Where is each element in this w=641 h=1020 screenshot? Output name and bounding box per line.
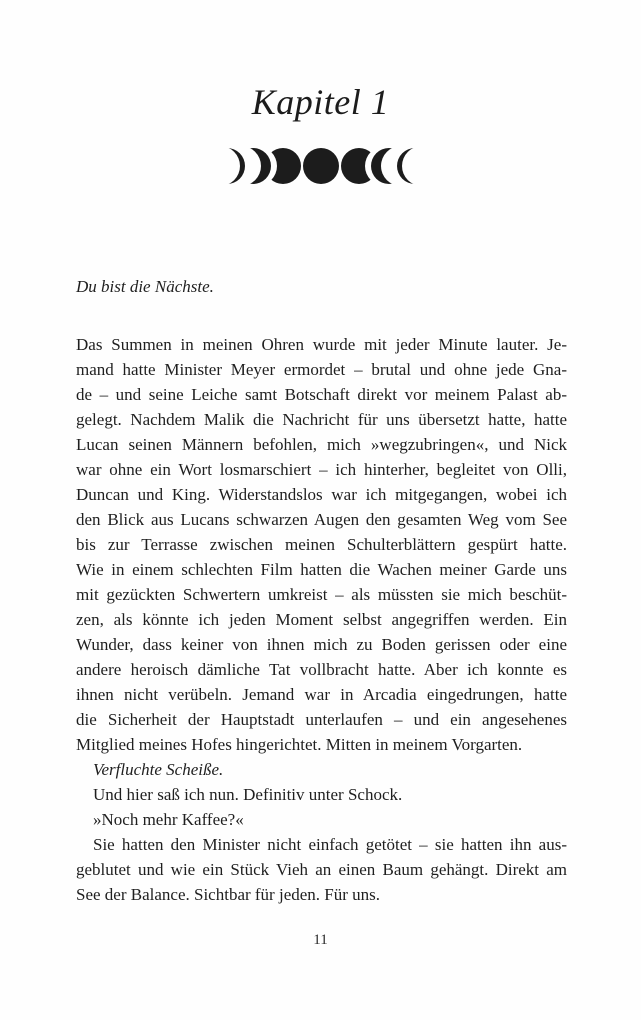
text-line: Mitglied meines Hofes hingerichtet. Mitten in meinem Vorgarten. — [76, 735, 523, 754]
text-line: Wie in einem schlechten Film hatten die Wachen meiner Garde uns — [76, 560, 567, 579]
text-line: bis zur Terrasse zwischen meinen Schulterblättern gespürt hatte. — [76, 535, 567, 554]
text-line: die Sicherheit der Hauptstadt unterlaufen – und ein angesehenes — [76, 710, 567, 729]
text-line: gelegt. Nachdem Malik die Nachricht für uns übersetzt hatte, hatte — [76, 410, 567, 429]
text-line: Sie hatten den Minister nicht einfach getötet – sie hatten ihn aus- — [93, 835, 567, 854]
aside-italic-line: Verfluchte Scheiße. — [93, 760, 224, 779]
page-number: 11 — [313, 932, 328, 948]
text-line: zen, als könnte ich jeden Moment selbst angegriffen werden. Ein — [76, 610, 567, 629]
moon-phases-icon — [221, 146, 421, 186]
text-line: Das Summen in meinen Ohren wurde mit jeder Minute lauter. Je- — [76, 335, 567, 354]
paragraph-1 — [76, 332, 567, 757]
chapter-title: Kapitel 1 — [251, 82, 390, 122]
aside-line: Und hier saß ich nun. Definitiv unter Schock. — [93, 785, 403, 804]
text-line: mit gezückten Schwertern umkreist – als müssten sie mich beschüt- — [76, 585, 567, 604]
text-line: Lucan seinen Männern befohlen, mich »wegzubringen«, und Nick — [76, 435, 567, 454]
text-line: ihnen nicht verübeln. Jemand war in Arcadia eingedrungen, hatte — [76, 685, 567, 704]
text-line: de – und seine Leiche samt Botschaft direkt vor meinem Palast ab- — [76, 385, 567, 404]
text-line: war ohne ein Wort losmarschiert – ich hinterher, begleitet von Olli, — [76, 460, 567, 479]
text-line: Duncan und King. Widerstandslos war ich mitgegangen, wobei ich — [76, 485, 567, 504]
text-line: Wunder, dass keiner von ihnen mich zu Boden gerissen oder eine — [76, 635, 567, 654]
text-line: andere heroisch dämliche Tat vollbracht hatte. Aber ich konnte es — [76, 660, 567, 679]
text-line: geblutet und wie ein Stück Vieh an einen Baum gehängt. Direkt am — [76, 860, 567, 879]
body-text — [76, 332, 567, 907]
text-line: See der Balance. Sichtbar für jeden. Für uns. — [76, 885, 381, 904]
intro-line: Du bist die Nächste. — [76, 277, 214, 296]
text-line: mand hatte Minister Meyer ermordet – brutal und ohne jede Gna- — [76, 360, 567, 379]
moon-phases-svg — [221, 146, 421, 186]
aside-line: »Noch mehr Kaffee?« — [93, 810, 244, 829]
paragraph-2 — [76, 832, 567, 907]
text-line: den Blick aus Lucans schwarzen Augen den gesamten Weg vom See — [76, 510, 567, 529]
